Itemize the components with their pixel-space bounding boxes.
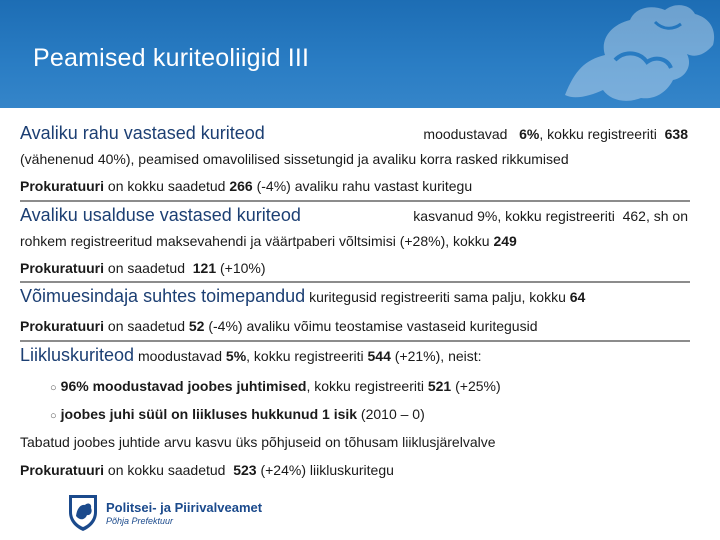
p4-bullet1-bold: 96% moodustavad joobes juhtimised bbox=[60, 378, 307, 394]
p1-pros-text2: (-4%) avaliku rahu vastast kuritegu bbox=[252, 178, 473, 194]
p4-bullet1-text1: , kokku registreeriti bbox=[306, 378, 428, 394]
p4-heading: Liikluskuriteod bbox=[20, 345, 135, 365]
p1-value-count: 638 bbox=[664, 126, 688, 142]
p2-pros-label: Prokuratuuri bbox=[20, 260, 105, 276]
footer-org-sub: Põhja Prefektuur bbox=[106, 516, 174, 526]
p3-line1 bbox=[20, 286, 585, 307]
p3-prosecution bbox=[20, 318, 537, 334]
footer-org-name: Politsei- ja Piirivalveamet bbox=[106, 500, 263, 515]
p2-line2 bbox=[20, 233, 517, 249]
p2-pros-text1: on saadetud bbox=[104, 260, 193, 276]
p3-heading: Võimuesindaja suhtes toimepandud bbox=[20, 286, 306, 306]
p2-heading: Avaliku usalduse vastased kuriteod bbox=[20, 205, 301, 225]
p2-value-count: 249 bbox=[493, 233, 517, 249]
p2-line1 bbox=[20, 205, 688, 226]
p2-text1: kasvanud 9%, kokku registreeriti 462, sh on bbox=[409, 208, 688, 224]
p2-pros-text2: (+10%) bbox=[216, 260, 266, 276]
p4-bullet-1 bbox=[50, 378, 501, 394]
p4-pros-text1: on kokku saadetud bbox=[104, 462, 234, 478]
slide-title: Peamised kuriteoliigid III bbox=[33, 44, 310, 72]
p1-line1 bbox=[20, 123, 688, 144]
p1-heading: Avaliku rahu vastased kuriteod bbox=[20, 123, 265, 143]
p4-bullet2-text1: (2010 – 0) bbox=[357, 406, 425, 422]
p4-extra-line: Tabatud joobes juhtide arvu kasvu üks põhjuseid on tõhusam liiklusjärelvalve bbox=[20, 434, 496, 450]
p4-pros-text2: (+24%) liikluskuritegu bbox=[256, 462, 394, 478]
slide-header bbox=[0, 0, 720, 108]
divider-1 bbox=[20, 200, 690, 202]
p3-pros-value: 52 bbox=[188, 318, 205, 334]
p1-pros-label: Prokuratuuri bbox=[20, 178, 105, 194]
p4-bullet1-text2: (+25%) bbox=[451, 378, 501, 394]
p4-text2: , kokku registreeriti bbox=[246, 348, 368, 364]
p4-line1 bbox=[20, 345, 482, 366]
p1-text1: moodustavad bbox=[423, 126, 508, 142]
p1-pros-value: 266 bbox=[229, 178, 253, 194]
p4-bullet1-value: 521 bbox=[427, 378, 452, 394]
p4-text3: (+21%), neist: bbox=[390, 348, 482, 364]
p4-prosecution bbox=[20, 462, 394, 478]
lion-emblem-icon bbox=[555, 0, 720, 108]
p3-value-count: 64 bbox=[569, 289, 586, 305]
p4-pros-value: 523 bbox=[233, 462, 257, 478]
p4-bullet-2 bbox=[50, 406, 425, 422]
divider-3 bbox=[20, 340, 690, 342]
p4-value-count: 544 bbox=[367, 348, 391, 364]
bullet-circle-icon: ○ bbox=[50, 382, 57, 394]
divider-2 bbox=[20, 281, 690, 283]
p1-text2: , kokku registreeriti bbox=[539, 126, 657, 142]
p3-text1: kuritegusid registreeriti sama palju, kokku bbox=[305, 289, 570, 305]
police-emblem-icon bbox=[66, 492, 100, 532]
p3-pros-text2: (-4%) avaliku võimu teostamise vastaseid kuritegusid bbox=[204, 318, 538, 334]
p2-prosecution bbox=[20, 260, 266, 276]
p4-pros-label: Prokuratuuri bbox=[20, 462, 105, 478]
p1-line2: (vähenenud 40%), peamised omavolilised sissetungid ja avaliku korra rasked rikkumised bbox=[20, 151, 569, 167]
p4-bullet2-bold: joobes juhi süül on liikluses hukkunud 1 isik bbox=[60, 406, 358, 422]
p3-pros-text1: on saadetud bbox=[104, 318, 189, 334]
p2-pros-value: 121 bbox=[192, 260, 217, 276]
p1-value-percent: 6% bbox=[519, 126, 540, 142]
bullet-circle-icon: ○ bbox=[50, 410, 57, 422]
p1-pros-text1: on kokku saadetud bbox=[104, 178, 230, 194]
p4-value-percent: 5% bbox=[225, 348, 247, 364]
p1-prosecution bbox=[20, 178, 472, 194]
p2-text2a: rohkem registreeritud maksevahendi ja väärtpaberi võltsimisi (+28%), kokku bbox=[20, 233, 494, 249]
p3-pros-label: Prokuratuuri bbox=[20, 318, 105, 334]
p4-text1: moodustavad bbox=[134, 348, 226, 364]
